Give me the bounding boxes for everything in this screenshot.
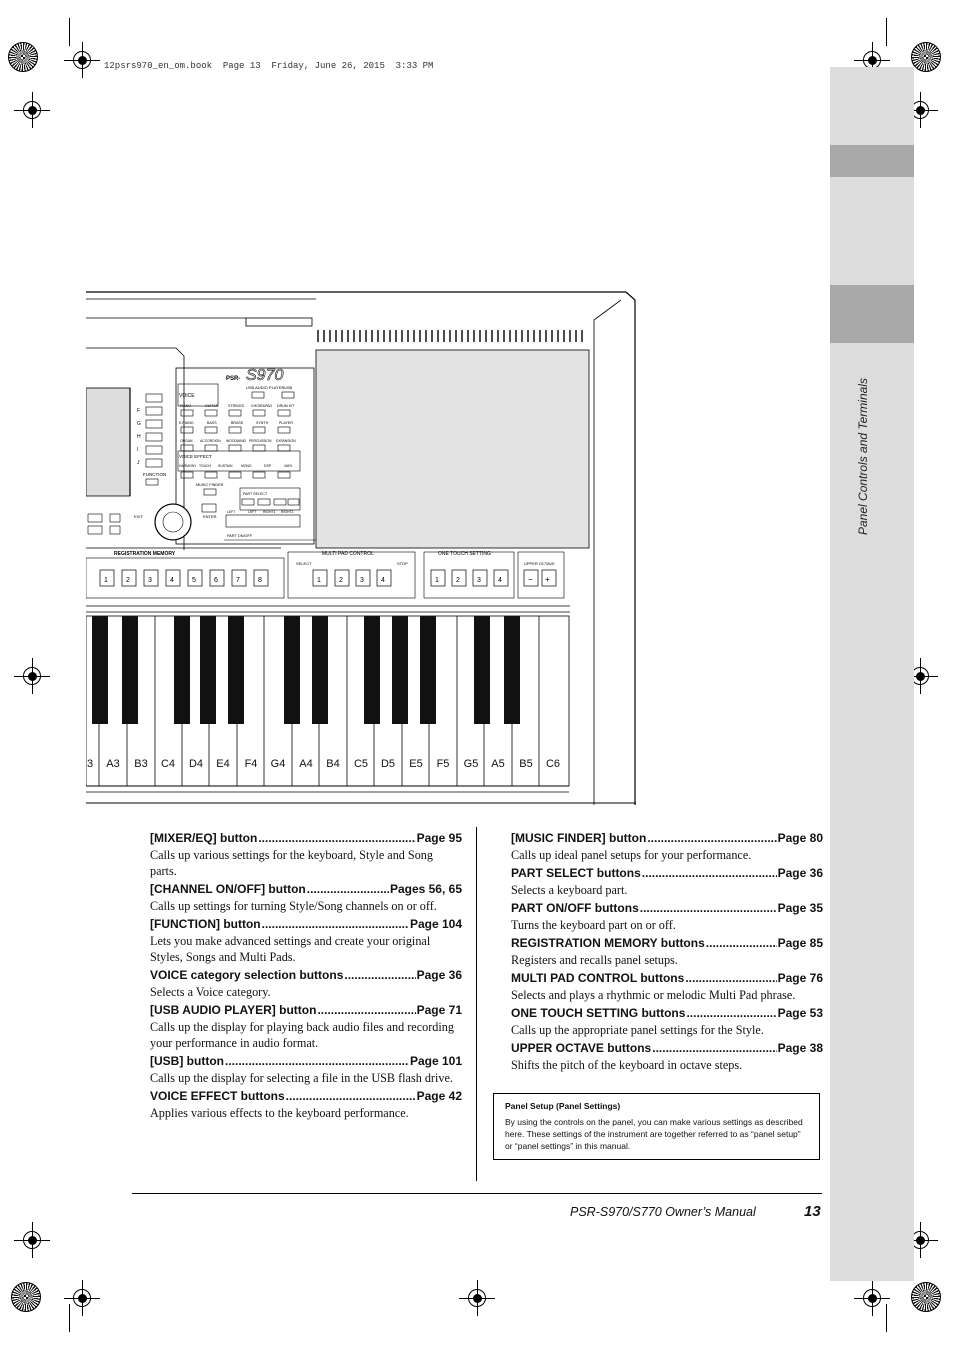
- key-label: D4: [188, 758, 204, 770]
- key-label: G5: [463, 758, 479, 770]
- entry-title: PART ON/OFF buttons: [511, 901, 639, 915]
- key-label: E4: [216, 758, 230, 770]
- entry-page: Page 80: [777, 831, 823, 845]
- key-label: E5: [409, 758, 423, 770]
- entry-description: Calls up various settings for the keyboard, Style and Song parts.: [150, 848, 433, 878]
- entry-page: Page 95: [416, 831, 462, 845]
- voice-category-label: PERCUSSION: [249, 439, 272, 443]
- entry-page: Page 42: [416, 1089, 462, 1103]
- voice-category-label: ACCORDION: [200, 439, 221, 443]
- part-label: LEFT: [227, 510, 236, 514]
- entry-voice-effect: [150, 1088, 462, 1121]
- octave-plus: +: [545, 575, 550, 584]
- voice-category-label: PIANO: [180, 404, 192, 408]
- voice-row-2: [179, 421, 293, 425]
- registration-cross-icon: [854, 1280, 890, 1316]
- enter-label: ENTER: [203, 514, 217, 519]
- reg-number: 5: [192, 577, 196, 584]
- registration-sunburst-icon: [911, 42, 941, 72]
- upper-octave-label: UPPER OCTAVE: [524, 561, 555, 566]
- keyboard-panel-figure: [86, 290, 636, 805]
- speaker-grille: [318, 330, 582, 342]
- select-label: SELECT: [296, 561, 312, 566]
- entry-description: Calls up the display for selecting a file in the USB flash drive.: [150, 1071, 453, 1085]
- entry-page: Page 53: [777, 1006, 823, 1020]
- reg-number: 6: [214, 577, 218, 584]
- part-select-label: PART SELECT: [243, 492, 268, 496]
- reg-number: 1: [104, 577, 108, 584]
- key-label: B5: [519, 758, 533, 770]
- voice-category-label: GUITAR: [205, 404, 219, 408]
- entry-title: [MIXER/EQ] button: [150, 831, 258, 845]
- usb-audio-player-label: USB AUDIO PLAYER: [246, 385, 285, 390]
- ots-number: 3: [477, 577, 481, 584]
- side-tab-label: Panel Controls and Terminals: [856, 378, 870, 535]
- entry-description: Lets you make advanced settings and create your original Styles, Songs and Multi Pads.: [150, 934, 431, 964]
- entry-multi-pad-control: [511, 970, 823, 1003]
- entry-description: Turns the keyboard part on or off.: [511, 918, 676, 932]
- part-label: LEFT: [248, 510, 257, 514]
- file-header: 12psrs970_en_om.book Page 13 Friday, June 26, 2015 3:33 PM: [104, 61, 434, 71]
- key-label: A4: [299, 758, 313, 770]
- letter-label: G: [137, 421, 141, 427]
- key-label: A5: [491, 758, 505, 770]
- entry-upper-octave: [511, 1040, 823, 1073]
- side-tab-block: [830, 145, 914, 177]
- letter-label: H: [137, 434, 141, 440]
- key-label: F4: [244, 758, 258, 770]
- registration-cross-icon: [14, 1222, 50, 1258]
- one-touch-setting-label: ONE TOUCH SETTING: [438, 551, 491, 557]
- upper-octave-buttons: [524, 570, 556, 586]
- key-label: B4: [326, 758, 340, 770]
- entry-title: [FUNCTION] button: [150, 917, 261, 931]
- entry-description: Selects a Voice category.: [150, 985, 271, 999]
- entry-title: REGISTRATION MEMORY buttons: [511, 936, 705, 950]
- music-finder-button[interactable]: [204, 489, 216, 495]
- part-on-off-label: PART ON/OFF: [227, 534, 253, 538]
- voice-effect-item: TOUCH: [199, 464, 211, 468]
- registration-sunburst-icon: [8, 42, 38, 72]
- entry-title: [MUSIC FINDER] button: [511, 831, 647, 845]
- entry-title: ONE TOUCH SETTING buttons: [511, 1006, 686, 1020]
- model-prefix: PSR-: [226, 376, 241, 382]
- entry-description: Calls up the appropriate panel settings for the Style.: [511, 1023, 764, 1037]
- letter-label: F: [137, 408, 141, 414]
- voice-category-label: BASS: [207, 421, 217, 425]
- voice-row-3: [180, 439, 296, 443]
- entry-page: Page 38: [777, 1041, 823, 1055]
- page-number: 13: [804, 1203, 821, 1220]
- letter-label: J: [137, 460, 140, 466]
- entry-page: Page 36: [416, 968, 462, 982]
- voice-buttons-row-2: [181, 427, 290, 433]
- crop-mark: [69, 18, 70, 46]
- side-tab-block: [830, 285, 914, 343]
- entry-part-select: [511, 865, 823, 898]
- pad-number: 1: [317, 577, 321, 584]
- registration-memory-label: REGISTRATION MEMORY: [114, 551, 176, 557]
- voice-effect-row: [179, 464, 293, 468]
- voice-effect-label: VOICE EFFECT: [179, 454, 212, 459]
- column-divider: [476, 827, 477, 1181]
- usb-audio-player-button[interactable]: [252, 392, 264, 398]
- key-label: C4: [160, 758, 176, 770]
- data-dial-icon[interactable]: [155, 504, 191, 540]
- registration-buttons: [100, 570, 268, 586]
- voice-effect-item: HARMONY: [179, 464, 197, 468]
- entry-title: VOICE EFFECT buttons: [150, 1089, 285, 1103]
- entry-title: UPPER OCTAVE buttons: [511, 1041, 652, 1055]
- multi-pad-buttons: [313, 570, 391, 586]
- entry-page: Page 36: [777, 866, 823, 880]
- voice-category-label: ORGAN: [180, 439, 193, 443]
- entry-description: Selects and plays a rhythmic or melodic Multi Pad phrase.: [511, 988, 796, 1002]
- part-label: RIGHT1: [263, 510, 276, 514]
- voice-effect-item: VARI.: [284, 464, 293, 468]
- pad-number: 4: [381, 577, 385, 584]
- reg-number: 8: [258, 577, 262, 584]
- multi-pad-control-label: MULTI PAD CONTROL: [322, 551, 374, 557]
- voice-category-label: EXPANSION: [276, 439, 296, 443]
- key-label: F5: [436, 758, 450, 770]
- key-label: B3: [134, 758, 148, 770]
- pad-number: 3: [360, 577, 364, 584]
- ots-number: 4: [498, 577, 502, 584]
- voice-category-label: BRASS: [231, 421, 244, 425]
- right-column: [511, 830, 823, 1075]
- entry-page: Page 85: [777, 936, 823, 950]
- key-name-labels: [86, 758, 566, 776]
- voice-effect-item: DSP: [264, 464, 271, 468]
- usb-label: USB: [284, 385, 293, 390]
- entry-voice-category: [150, 967, 462, 1000]
- lcd-side-buttons: [146, 394, 162, 467]
- entry-page: Page 104: [409, 917, 462, 931]
- voice-category-label: DRUM KIT: [277, 404, 295, 408]
- entry-title: [USB AUDIO PLAYER] button: [150, 1003, 317, 1017]
- voice-buttons-row-1: [181, 410, 290, 416]
- footer-rule: [132, 1193, 822, 1194]
- registration-sunburst-icon: [11, 1282, 41, 1312]
- entry-title: VOICE category selection buttons: [150, 968, 344, 982]
- reg-number: 4: [170, 577, 174, 584]
- registration-cross-icon: [64, 42, 100, 78]
- ots-number: 2: [456, 577, 460, 584]
- entry-title: [CHANNEL ON/OFF] button: [150, 882, 306, 896]
- key-label: A3: [106, 758, 120, 770]
- voice-category-label: STRINGS: [228, 404, 244, 408]
- registration-cross-icon: [14, 92, 50, 128]
- voice-buttons-row-3: [181, 445, 290, 451]
- part-select-buttons: [242, 499, 299, 505]
- entry-mixer-eq: [150, 830, 462, 879]
- key-label: C5: [353, 758, 369, 770]
- voice-category-label: CHOIR&PAD: [251, 404, 273, 408]
- entry-registration-memory: [511, 935, 823, 968]
- entry-part-on-off: [511, 900, 823, 933]
- function-button[interactable]: [146, 479, 158, 485]
- side-tab: [830, 67, 914, 1281]
- entry-channel-on-off: [150, 881, 462, 914]
- function-label: FUNCTION: [143, 472, 167, 477]
- voice-effect-item: SUSTAIN: [218, 464, 233, 468]
- key-label: 3: [86, 758, 94, 770]
- ots-number: 1: [435, 577, 439, 584]
- entry-title: PART SELECT buttons: [511, 866, 641, 880]
- entry-usb-audio-player: [150, 1002, 462, 1051]
- octave-minus: −: [528, 575, 533, 584]
- entry-page: Pages 56, 65: [389, 882, 462, 896]
- entry-description: Selects a keyboard part.: [511, 883, 628, 897]
- voice-category-label: E.PIANO: [179, 421, 194, 425]
- letter-label: I: [137, 447, 139, 453]
- reg-number: 3: [148, 577, 152, 584]
- entry-one-touch-setting: [511, 1005, 823, 1038]
- entry-description: Calls up settings for turning Style/Song channels on or off.: [150, 899, 437, 913]
- key-label: D5: [380, 758, 396, 770]
- crop-mark: [886, 18, 887, 46]
- registration-cross-icon: [14, 658, 50, 694]
- part-row-labels: [227, 510, 294, 514]
- entry-page: Page 101: [409, 1054, 462, 1068]
- entry-music-finder: [511, 830, 823, 863]
- entry-description: Calls up the display for playing back audio files and recording your performance in audio format.: [150, 1020, 454, 1050]
- manual-title: PSR-S970/S770 Owner’s Manual: [570, 1205, 756, 1219]
- entry-page: Page 71: [416, 1003, 462, 1017]
- voice-label: VOICE: [179, 393, 195, 399]
- exit-label: EXIT: [134, 514, 143, 519]
- voice-category-label: PLAYER: [279, 421, 293, 425]
- model-name: S970: [246, 367, 284, 384]
- key-label: G4: [270, 758, 286, 770]
- music-finder-label: MUSIC FINDER: [196, 483, 224, 487]
- registration-sunburst-icon: [911, 1282, 941, 1312]
- usb-button[interactable]: [282, 392, 294, 398]
- note-body: By using the controls on the panel, you can make various settings as described here. These settings of the instrument are together referred to as “panel setup” or “panel settings” in this manual.: [505, 1117, 803, 1151]
- entry-usb: [150, 1053, 462, 1086]
- entry-page: Page 35: [777, 901, 823, 915]
- one-touch-setting-buttons: [431, 570, 508, 586]
- voice-effect-buttons: [181, 472, 290, 478]
- crop-mark: [886, 1304, 887, 1332]
- entry-description: Shifts the pitch of the keyboard in octave steps.: [511, 1058, 743, 1072]
- entry-description: Registers and recalls panel setups.: [511, 953, 678, 967]
- entry-title: MULTI PAD CONTROL buttons: [511, 971, 685, 985]
- note-title: Panel Setup (Panel Settings): [505, 1101, 621, 1111]
- voice-category-label: SYNTH: [256, 421, 269, 425]
- left-column: [150, 830, 462, 1123]
- part-label: RIGHT2: [281, 510, 294, 514]
- left-letter-labels: [137, 408, 141, 466]
- reg-number: 2: [126, 577, 130, 584]
- reg-number: 7: [236, 577, 240, 584]
- crop-mark: [69, 1304, 70, 1332]
- entry-function: [150, 916, 462, 965]
- key-label: C6: [545, 758, 561, 770]
- panel-setup-note: [493, 1093, 820, 1160]
- entry-description: Calls up ideal panel setups for your performance.: [511, 848, 752, 862]
- pad-number: 2: [339, 577, 343, 584]
- entry-page: Page 76: [777, 971, 823, 985]
- entry-title: [USB] button: [150, 1054, 224, 1068]
- registration-cross-icon: [459, 1280, 495, 1316]
- voice-category-label: WOODWIND: [226, 439, 246, 443]
- voice-effect-item: MONO: [241, 464, 252, 468]
- entry-description: Applies various effects to the keyboard performance.: [150, 1106, 409, 1120]
- stop-label: STOP: [397, 561, 408, 566]
